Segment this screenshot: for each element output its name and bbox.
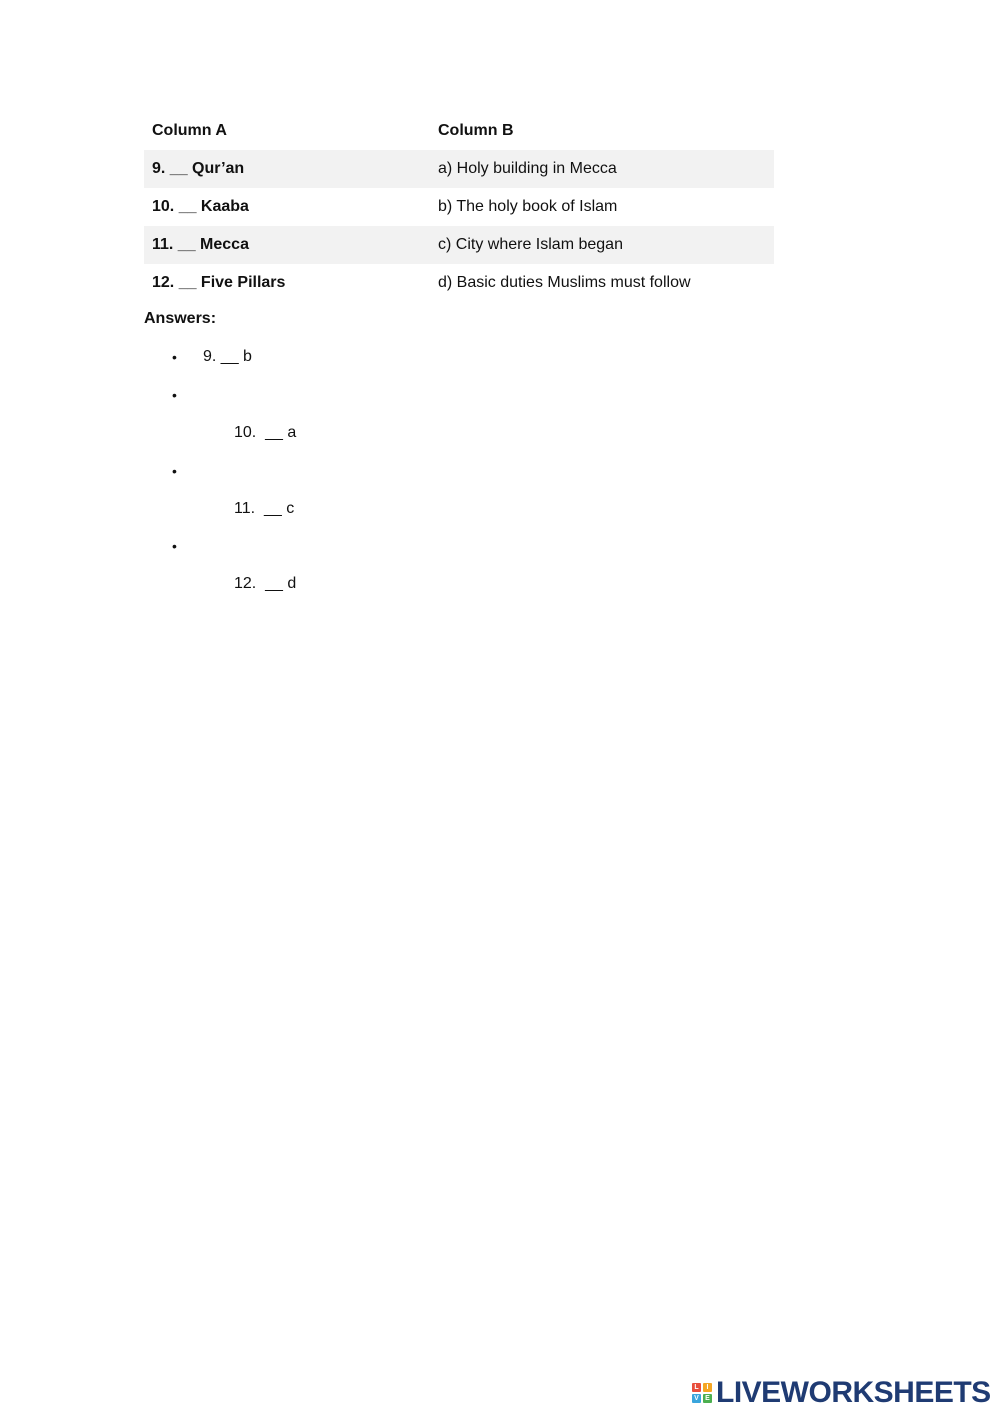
column-a-header: Column A [152,122,227,139]
column-a-cell: 9. __ Qur’an [152,160,245,177]
table-row [144,226,774,264]
column-b-header: Column B [438,122,514,139]
table-row [144,264,774,302]
answer-item: 9. __ b [203,348,252,365]
logo-grid-icon [692,1383,712,1403]
bullet-icon: • [172,387,177,403]
table-row [144,188,774,226]
table-row [144,150,774,188]
logo-tile-l: L [692,1383,701,1392]
bullet-icon: • [172,349,177,365]
bullet-icon: • [172,538,177,554]
answer-item: 12. __ d [234,575,297,592]
column-a-cell: 11. __ Mecca [152,236,249,253]
table-header-row [144,112,774,150]
logo-tile-i: I [703,1383,712,1392]
logo-tile-v: V [692,1394,701,1403]
column-a-cell: 10. __ Kaaba [152,198,249,215]
column-b-cell: a) Holy building in Mecca [438,160,617,177]
column-b-cell: c) City where Islam began [438,236,623,253]
logo-text: LIVEWORKSHEETS [716,1376,991,1409]
answer-item: 10. __ a [234,424,297,441]
logo-tile-e: E [703,1394,712,1403]
column-b-cell: d) Basic duties Muslims must follow [438,274,691,291]
answer-item: 11. __ c [234,500,295,517]
answers-heading: Answers: [144,310,217,327]
column-b-cell: b) The holy book of Islam [438,198,618,215]
column-a-cell: 12. __ Five Pillars [152,274,286,291]
bullet-icon: • [172,463,177,479]
liveworksheets-logo [692,1376,991,1410]
matching-table [144,112,774,302]
